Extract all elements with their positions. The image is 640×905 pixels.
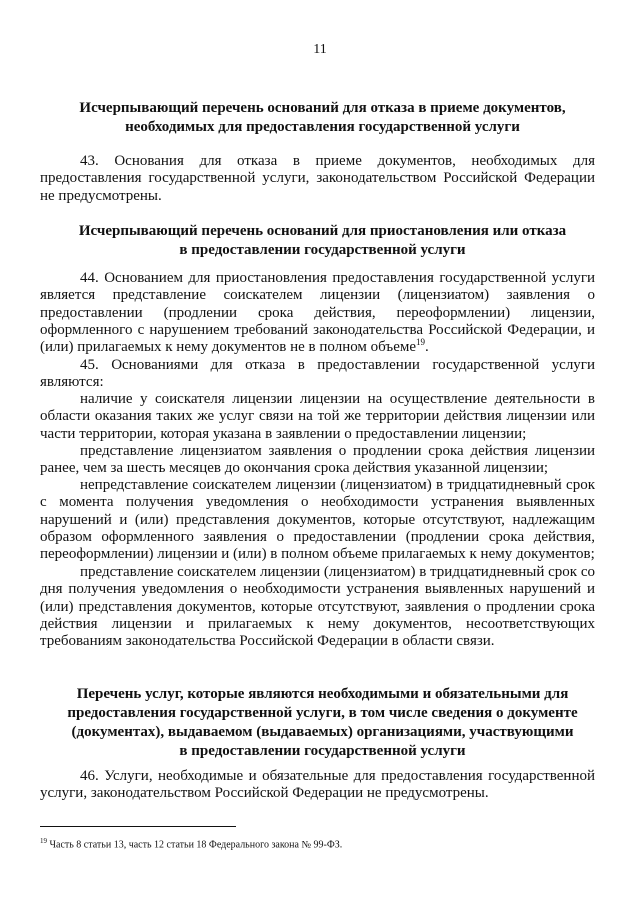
paragraph-45-item-4: представление соискателем лицензии (лицензиатом) в тридцатидневный срок со дня получения уведомления о необходимости устранения выявленных нарушений и (или) представления документов, которые отсутствуют, заявления о продлении срока действия лицензии и прилагаемых к нему документов, несоответствующих требованиям законодательства Российской Федерации в области связи. (40, 564, 595, 650)
section-title-line: (документах), выдаваемом (выдаваемых) организациями, участвующими (71, 724, 574, 740)
section-title-line: в предоставлении государственной услуги (179, 242, 466, 258)
paragraph-46: 46. Услуги, необходимые и обязательные для предоставления государственной услуги, законодательством Российской Федерации не предусмотрены. (40, 768, 595, 802)
section-title-line: Перечень услуг, которые являются необходимыми и обязательными для (76, 686, 569, 702)
section-title-line: предоставления государственной услуги, в том числе сведения о документе (67, 705, 578, 721)
paragraph-45-item-1: наличие у соискателя лицензии лицензии на осуществление деятельности в области оказания таких же услуг связи на той же территории действия лицензии или части территории, которая указана в заявлении о предоставлении лицензии; (40, 391, 595, 442)
section-title-line: Исчерпывающий перечень оснований для отказа в приеме документов, (79, 100, 566, 116)
paragraph-44-end: . (425, 339, 429, 356)
footnote-reference: 19 (416, 337, 425, 348)
section-title-line: Исчерпывающий перечень оснований для приостановления или отказа (78, 223, 567, 239)
paragraph-45-item-3: непредставление соискателем лицензии (лицензиатом) в тридцатидневный срок с момента получения уведомления о необходимости устранения выявленных нарушений и (или) представления документов, которые отсутствуют, надлежащим образом оформленного заявления о предоставлении (продлении срока действия, переоформлении) лицензии и (или) в полном объеме прилагаемых к нему документов; (40, 477, 595, 563)
section-title-suspension-refusal (40, 222, 605, 260)
footnote (40, 835, 600, 851)
section-title-required-services (40, 685, 605, 761)
paragraph-44 (40, 270, 595, 356)
section-title-refusal-acceptance (40, 99, 605, 137)
paragraph-44-text: 44. Основанием для приостановления предоставления государственной услуги является представление соискателем лицензии (лицензиатом) заявления о предоставлении (продлении срока действия, переоформлении) лицензии, оформленного с нарушением требований законодательства Российской Федерации, и (или) прилагаемых к нему документов не в полном объеме (40, 270, 595, 356)
paragraph-45-item-2: представление лицензиатом заявления о продлении срока действия лицензии ранее, чем за шесть месяцев до окончания срока действия указанной лицензии; (40, 443, 595, 477)
paragraph-45: 45. Основаниями для отказа в предоставлении государственной услуги являются: (40, 357, 595, 391)
page-number: 11 (313, 42, 327, 57)
footnote-number: 19 (40, 837, 47, 845)
section-title-line: необходимых для предоставления государственной услуги (125, 119, 520, 135)
footnote-text: Часть 8 статьи 13, часть 12 статьи 18 Федерального закона № 99-ФЗ. (47, 839, 343, 851)
footnote-divider (40, 826, 236, 827)
section-title-line: в предоставлении государственной услуги (179, 743, 466, 759)
paragraph-43: 43. Основания для отказа в приеме документов, необходимых для предоставления государственной услуги, законодательством Российской Федерации не предусмотрены. (40, 153, 595, 204)
